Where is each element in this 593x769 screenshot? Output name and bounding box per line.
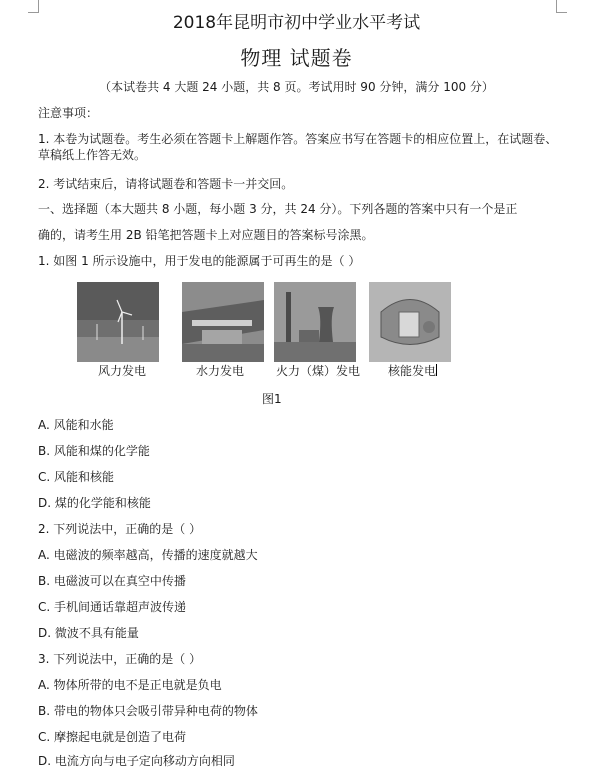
wind-power-photo: [77, 282, 159, 362]
caption-nuclear-wrapper: [388, 362, 437, 379]
question-3-stem: 3. 下列说法中，正确的是（ ）: [38, 652, 202, 666]
figure-label: 图1: [262, 392, 282, 406]
q1-option-a: A. 风能和水能: [38, 418, 114, 432]
caption-hydro: 水力发电: [196, 364, 245, 378]
q2-option-d: D. 微波不具有能量: [38, 626, 139, 640]
q2-option-c: C. 手机间通话靠超声波传递: [38, 600, 187, 614]
question-1-stem: 1. 如图 1 所示设施中，用于发电的能源属于可再生的是（ ）: [38, 254, 361, 268]
q2-option-a: A. 电磁波的频率越高，传播的速度就越大: [38, 548, 258, 562]
q2-option-b: B. 电磁波可以在真空中传播: [38, 574, 186, 588]
text-cursor: [436, 364, 437, 376]
exam-info: （本试卷共 4 大题 24 小题，共 8 页。考试用时 90 分钟，满分 100 分）: [99, 80, 494, 94]
notice-item-1: 1. 本卷为试题卷。考生必须在答题卡上解题作答。答案应书写在答题卡的相应位置上，在试题卷、草稿纸上作答无效。: [38, 132, 558, 162]
section-instructions-line2: 确的，请考生用 2B 铅笔把答题卡上对应题目的答案标号涂黑。: [38, 228, 374, 242]
coal-power-photo: [274, 282, 356, 362]
exam-title: 2018年昆明市初中学业水平考试: [172, 13, 421, 33]
section-instructions-line1: 一、选择题（本大题共 8 小题，每小题 3 分，共 24 分）。下列各题的答案中只有一个是正: [38, 202, 518, 216]
caption-coal: 火力（煤）发电: [276, 364, 361, 378]
q1-option-d: D. 煤的化学能和核能: [38, 496, 151, 510]
q3-option-a: A. 物体所带的电不是正电就是负电: [38, 678, 222, 692]
nuclear-power-photo: [369, 282, 451, 362]
q3-option-c: C. 摩擦起电就是创造了电荷: [38, 730, 187, 744]
q1-option-b: B. 风能和煤的化学能: [38, 444, 150, 458]
q1-option-c: C. 风能和核能: [38, 470, 115, 484]
caption-nuclear: 核能发电: [388, 364, 437, 378]
question-2-stem: 2. 下列说法中，正确的是（ ）: [38, 522, 202, 536]
hydro-power-photo: [182, 282, 264, 362]
notice-item-2: 2. 考试结束后，请将试题卷和答题卡一并交回。: [38, 177, 294, 191]
caption-wind: 风力发电: [98, 364, 147, 378]
exam-subtitle: 物理 试题卷: [240, 46, 353, 70]
q3-option-d: D. 电流方向与电子定向移动方向相同: [38, 754, 235, 768]
q3-option-b: B. 带电的物体只会吸引带异种电荷的物体: [38, 704, 258, 718]
notice-heading: 注意事项：: [38, 106, 99, 120]
